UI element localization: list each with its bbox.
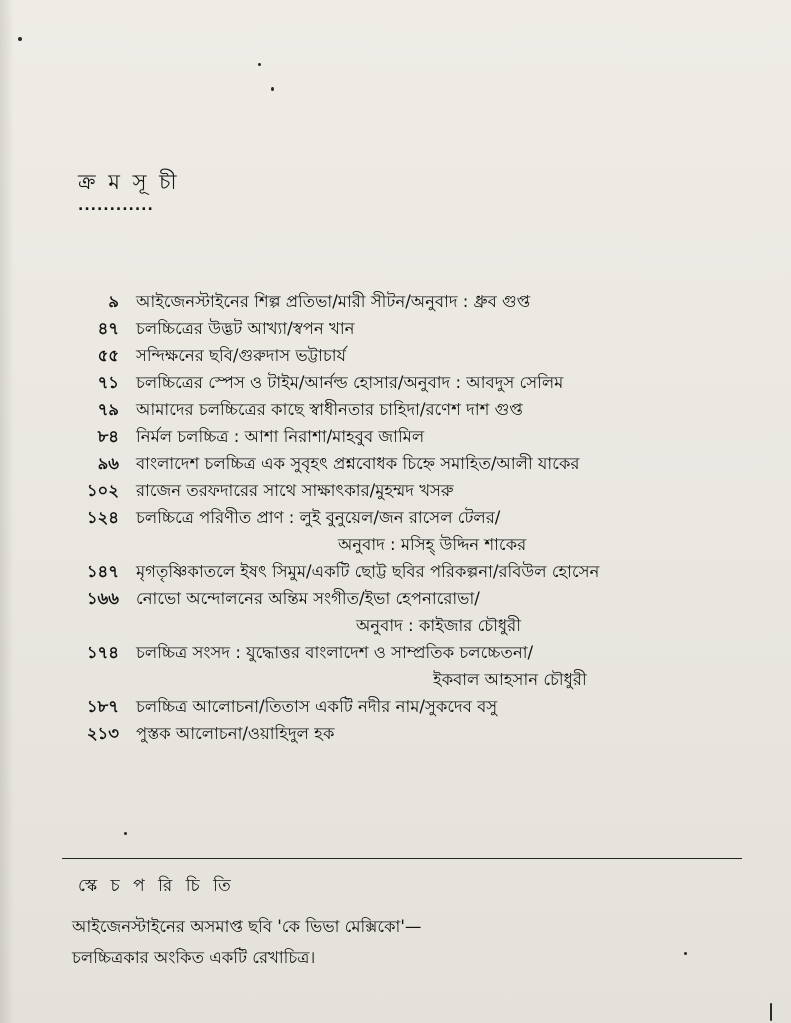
toc-page-number: ৭৯ <box>97 400 119 419</box>
toc-entry <box>0 504 791 531</box>
toc-page-number: ১২৪ <box>86 508 119 527</box>
toc-entry-continuation <box>0 612 791 639</box>
toc-title: আমাদের চলচ্চিত্রের কাছে স্বাধীনতার চাহিদা/রণেশ দাশ গুপ্ত <box>136 400 523 419</box>
toc-entry <box>0 423 791 450</box>
toc-entry <box>0 396 791 423</box>
toc-page-number: ১৮৭ <box>86 697 119 716</box>
toc-title: চলচ্চিত্রে পরিণীত প্রাণ : লুই বুনুয়েল/জন রাসেল টেলর/ <box>136 508 501 527</box>
toc-heading: ক্র ম সূ চী <box>78 170 180 194</box>
toc-title-continuation: ইকবাল আহসান চৌধুরী <box>433 670 587 689</box>
toc-page-number: ৪৭ <box>97 319 119 338</box>
toc-title: চলচ্চিত্র আলোচনা/তিতাস একটি নদীর নাম/সুকদেব বসু <box>136 697 498 716</box>
toc-title: নোভো অন্দোলনের অন্তিম সংগীত/ইভা হেপনারোভা/ <box>136 589 480 608</box>
toc-page-number: ৯৬ <box>97 454 119 473</box>
toc-title-continuation: অনুবাদ : মসিহ্ উদ্দিন শাকের <box>338 535 527 554</box>
toc-page-number: ৫৫ <box>97 346 119 365</box>
toc-entry-continuation <box>0 531 791 558</box>
print-speck <box>258 63 261 66</box>
toc-entry-continuation <box>0 666 791 693</box>
toc-page-number: ১৭৪ <box>86 643 119 662</box>
toc-entry <box>0 693 791 720</box>
toc-page-number: ১৬৬ <box>86 589 119 608</box>
toc-title: চলচ্চিত্রের স্পেস ও টাইম/আর্নল্ড হোসার/অনুবাদ : আবদুস সেলিম <box>136 373 564 392</box>
toc-title: সন্দিক্ষনের ছবি/গুরুদাস ভট্টাচার্য <box>136 346 347 365</box>
toc-page-number: ১০২ <box>86 481 119 500</box>
toc-entry <box>0 369 791 396</box>
toc-page-number: ৯ <box>108 292 119 311</box>
toc-entry <box>0 450 791 477</box>
toc-title: মৃগতৃষ্ণিকাতলে ইষৎ সিমুম/একটি ছোট্ট ছবির পরিকল্পনা/রবিউল হোসেন <box>136 562 600 581</box>
toc-entry <box>0 585 791 612</box>
cover-sketch-caption-line: চলচ্চিত্রকার অংকিত একটি রেখাচিত্র। <box>72 948 316 967</box>
toc-page-number: ৭১ <box>97 373 119 392</box>
table-of-contents <box>0 288 791 747</box>
toc-title: রাজেন তরফদারের সাথে সাক্ষাৎকার/মুহম্মদ খসরু <box>136 481 454 500</box>
toc-title: পুস্তক আলোচনা/ওয়াহিদুল হক <box>136 724 335 743</box>
toc-title: চলচ্চিত্র সংসদ : যুদ্ধোত্তর বাংলাদেশ ও সাম্প্রতিক চলচ্চেতনা/ <box>136 643 534 662</box>
toc-page-number: ২১৩ <box>86 724 119 743</box>
toc-entry <box>0 720 791 747</box>
cover-sketch-heading: স্কে চ প রি চি তি <box>78 876 235 896</box>
toc-heading-dots: ............ <box>78 198 154 214</box>
toc-entry <box>0 477 791 504</box>
toc-entry <box>0 639 791 666</box>
toc-entry <box>0 342 791 369</box>
print-speck <box>684 952 687 955</box>
print-speck <box>770 1003 772 1021</box>
toc-entry <box>0 288 791 315</box>
toc-entry <box>0 315 791 342</box>
toc-title-continuation: অনুবাদ : কাইজার চৌধুরী <box>356 616 521 635</box>
toc-entry <box>0 558 791 585</box>
toc-title: নির্মল চলচ্চিত্র : আশা নিরাশা/মাহবুব জামিল <box>136 427 425 446</box>
toc-title: বাংলাদেশ চলচ্চিত্র এক সুবৃহৎ প্রশ্নবোধক চিহ্নে সমাহিত/আলী যাকের <box>136 454 580 473</box>
print-speck <box>124 832 127 835</box>
toc-page-number: ১৪৭ <box>86 562 119 581</box>
toc-page-number: ৮৪ <box>97 427 119 446</box>
toc-title: আইজেনস্টাইনের শিল্প প্রতিভা/মারী সীটন/অনুবাদ : ধ্রুব গুপ্ত <box>136 292 531 311</box>
cover-sketch-caption-line: আইজেনস্টাইনের অসমাপ্ত ছবি 'কে ভিভা মেক্সিকো'— <box>72 917 422 936</box>
print-speck <box>18 37 22 41</box>
section-divider <box>62 858 742 859</box>
toc-title: চলচ্চিত্রের উদ্ভট আখ্যা/স্বপন খান <box>136 319 355 338</box>
print-speck <box>271 87 274 91</box>
